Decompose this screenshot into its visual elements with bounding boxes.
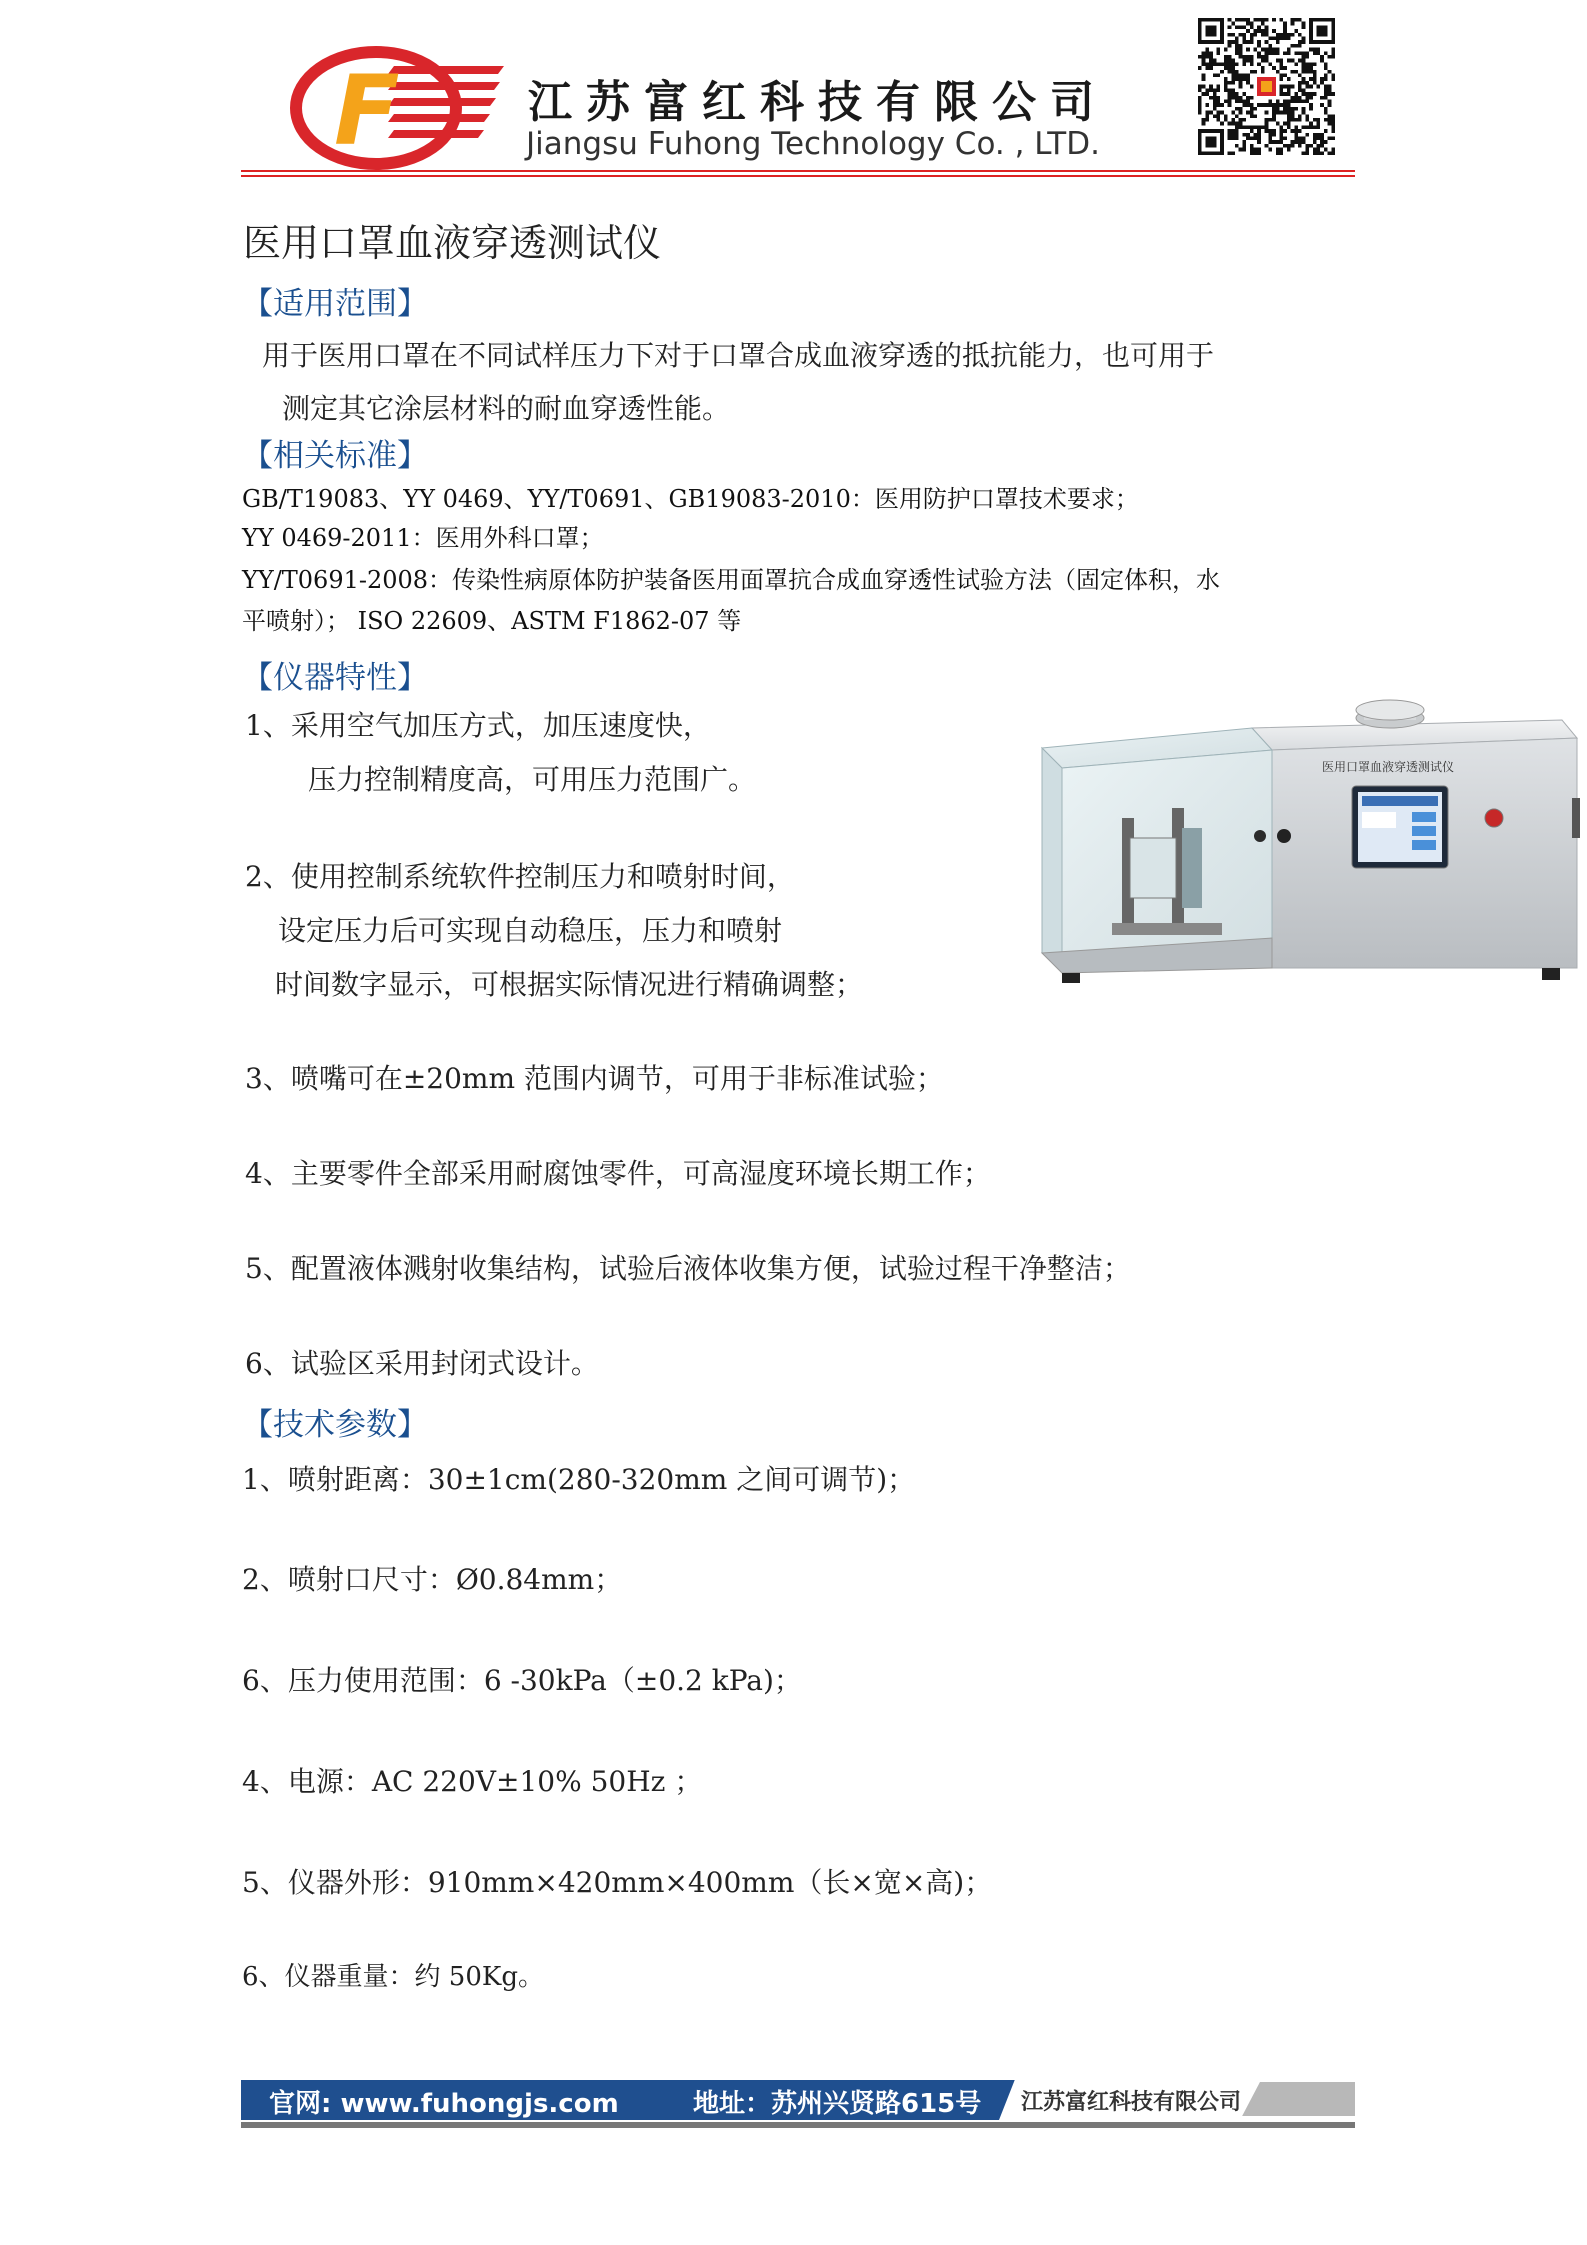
scope-line: 用于医用口罩在不同试样压力下对于口罩合成血液穿透的抵抗能力，也可用于 xyxy=(262,339,1215,372)
feature-line: 1、采用空气加压方式，加压速度快， xyxy=(245,709,711,742)
header-rule-top xyxy=(241,170,1355,172)
logo-letter: F xyxy=(334,55,400,167)
scope-heading: 【适用范围】 xyxy=(242,286,428,322)
feature-line: 压力控制精度高，可用压力范围广。 xyxy=(308,763,757,796)
instrument-photo xyxy=(1022,668,1582,998)
specs-heading: 【技术参数】 xyxy=(242,1407,428,1443)
header-rule-bottom xyxy=(241,175,1355,177)
company-logo xyxy=(290,40,510,170)
scope-line: 测定其它涂层材料的耐血穿透性能。 xyxy=(282,392,731,425)
spec-line: 6、仪器重量：约 50Kg。 xyxy=(242,1962,544,1992)
feature-line: 4、主要零件全部采用耐腐蚀零件，可高湿度环境长期工作； xyxy=(245,1157,991,1190)
features-heading: 【仪器特性】 xyxy=(242,660,428,696)
spec-line: 6、压力使用范围：6 -30kPa（±0.2 kPa)； xyxy=(242,1664,802,1697)
company-name-en: Jiangsu Fuhong Technology Co. , LTD. xyxy=(526,126,1100,162)
instrument-panel-label: 医用口罩血液穿透测试仪 xyxy=(1322,760,1455,774)
standards-heading: 【相关标准】 xyxy=(242,438,428,474)
document-title: 医用口罩血液穿透测试仪 xyxy=(243,221,662,265)
standard-line: YY/T0691-2008：传染性病原体防护装备医用面罩抗合成血穿透性试验方法（固定体积，水 xyxy=(242,566,1221,594)
feature-line: 2、使用控制系统软件控制压力和喷射时间， xyxy=(245,860,795,893)
spec-line: 1、喷射距离：30±1cm(280-320mm 之间可调节)； xyxy=(242,1463,916,1496)
page-footer xyxy=(241,2080,1355,2130)
spec-line: 4、电源：AC 220V±10% 50Hz ； xyxy=(242,1765,703,1798)
standard-line: YY 0469-2011：医用外科口罩； xyxy=(242,524,604,552)
footer-address: 地址：苏州兴贤路615号 xyxy=(693,2089,982,2119)
spec-line: 5、仪器外形：910mm×420mm×400mm（长×宽×高)； xyxy=(242,1866,993,1899)
footer-company: 江苏富红科技有限公司 xyxy=(1021,2090,1242,2115)
qr-code-icon xyxy=(1198,18,1335,155)
feature-line: 设定压力后可实现自动稳压，压力和喷射 xyxy=(278,914,783,947)
feature-line: 3、喷嘴可在±20mm 范围内调节，可用于非标准试验； xyxy=(245,1062,944,1095)
power-button-icon xyxy=(1485,809,1503,827)
footer-website[interactable]: 官网: www.fuhongjs.com xyxy=(269,2089,619,2119)
footer-rule xyxy=(241,2122,1355,2128)
standard-line: GB/T19083、YY 0469、YY/T0691、GB19083-2010：医用防护口罩技术要求； xyxy=(242,485,1139,513)
spec-line: 2、喷射口尺寸：Ø0.84mm； xyxy=(242,1563,623,1596)
feature-line: 6、试验区采用封闭式设计。 xyxy=(245,1347,599,1380)
company-name-cn: 江苏富红科技有限公司 xyxy=(528,77,1108,128)
feature-line: 时间数字显示，可根据实际情况进行精确调整； xyxy=(275,968,864,1001)
standard-line: 平喷射）； ISO 22609、ASTM F1862-07 等 xyxy=(242,607,742,635)
feature-line: 5、配置液体溅射收集结构，试验后液体收集方便，试验过程干净整洁； xyxy=(245,1252,1131,1285)
